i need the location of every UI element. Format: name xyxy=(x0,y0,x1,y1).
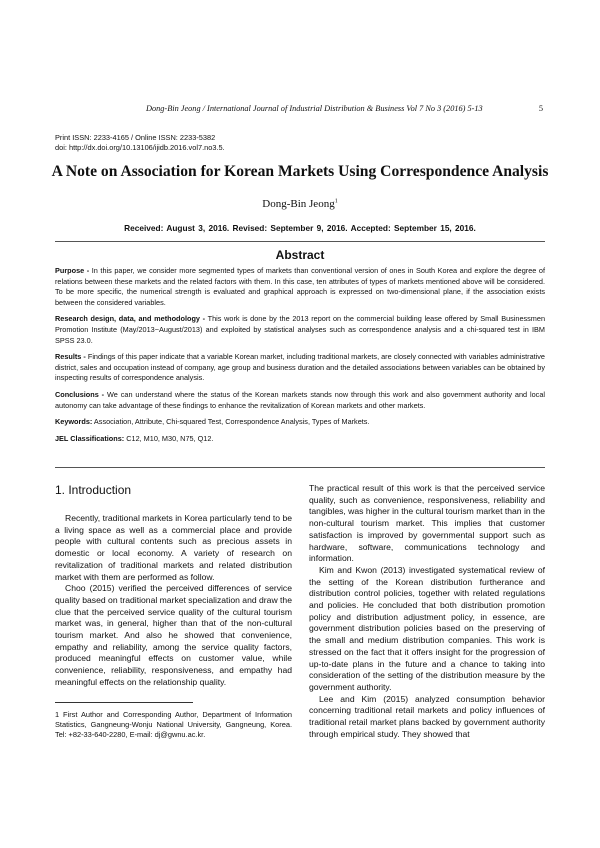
page-number: 5 xyxy=(538,104,543,113)
jel-text: C12, M10, M30, N75, Q12. xyxy=(124,433,214,443)
author-name: Dong-Bin Jeong xyxy=(262,198,335,210)
conclusions-label: Conclusions - xyxy=(55,389,105,399)
conclusions-text: We can understand where the status of the Korean markets stands now through this work and also government authority and local autonomy can take advantage of these findings to enhance the revitalization of Korean markets and other markets. xyxy=(55,389,545,410)
issn-block xyxy=(55,133,225,152)
author-line xyxy=(0,198,600,210)
abstract-body xyxy=(55,266,545,450)
keywords-line xyxy=(55,417,545,428)
intro-paragraph: Lee and Kim (2015) analyzed consumption behavior concerning traditional retail markets and policy influences of traditional retail market plans backed by government authority through empirical study. They showed that xyxy=(309,693,545,739)
paper-title: A Note on Association for Korean Markets Using Correspondence Analysis xyxy=(51,163,549,180)
abstract-top-rule xyxy=(55,241,545,242)
abstract-design xyxy=(55,314,545,346)
abstract-bottom-rule xyxy=(55,467,545,468)
author-footnote-mark: 1 xyxy=(334,198,338,205)
author-footnote: 1 First Author and Corresponding Author, Department of Information Statistics, Gangneung-Wonju National University, Gangneung, Korea. Tel: +82-33-640-2280, E-mail: dj@gwnu.ac.kr. xyxy=(55,710,292,739)
design-text: This work is done by the 2013 report on the commercial building lease offered by Small Businessmen Promotion Institute (May/2013~August/2013) and exploited by statistical analyses such as correspondence analysis and a chi-squared test in IBM SPSS 23.0. xyxy=(55,314,546,345)
intro-paragraph: Choo (2015) verified the perceived differences of service quality based on traditional market specialization and draw the clue that the perceived service quality of the cultural tourism market was, in general, higher than that of the non-cultural tourism market. And also he showed that convenience, empathy and reliability, among the service quality factors, produced meaningful effects on customer value, while convenience, reliability, responsiveness, and empathy had meaningful effects on the relationship quality. xyxy=(55,583,292,687)
section-heading-introduction: 1. Introduction xyxy=(55,483,132,497)
design-label: Research design, data, and methodology - xyxy=(55,314,206,324)
right-column-text xyxy=(309,483,545,740)
right-column xyxy=(309,483,545,740)
issn-line: Print ISSN: 2233-4165 / Online ISSN: 2233-5382 xyxy=(55,133,216,142)
keywords-label: Keywords: xyxy=(55,417,93,427)
jel-label: JEL Classifications: xyxy=(55,433,125,443)
keywords-text: Association, Attribute, Chi-squared Test, Correspondence Analysis, Types of Markets. xyxy=(92,417,370,427)
results-label: Results - xyxy=(55,352,86,362)
footnote-rule xyxy=(55,702,193,703)
abstract-purpose xyxy=(55,266,545,308)
abstract-heading: Abstract xyxy=(275,248,325,262)
doi-line: doi: http://dx.doi.org/10.13106/ijidb.2016.vol7.no3.5. xyxy=(55,142,225,152)
jel-line xyxy=(55,434,545,445)
left-column xyxy=(55,483,292,689)
intro-paragraph: The practical result of this work is that the perceived service quality, such as convenience, responsiveness, reliability and tangibles, was higher in the cultural tourism market than in the non-cultural tourism market. This implies that customer satisfaction is improved by governmental support such as hardware, software, communications technology and information. xyxy=(309,483,545,564)
left-column-text xyxy=(55,513,292,689)
intro-paragraph: Recently, traditional markets in Korea particularly tend to be a living space as well as a commercial place and provide people with cultural contents such as precious assets in domestic or local economy. A variety of research on revitalization of traditional markets and related distribution market with them are performed as follow. xyxy=(55,513,292,582)
received-dates: Received: August 3, 2016. Revised: September 9, 2016. Accepted: September 15, 2016. xyxy=(124,223,476,233)
purpose-text: In this paper, we consider more segmented types of markets than conventional version of ones in South Korea and explore the degree of relations between these markets and the related factors with them. In this case, ten attributes of types of markets mentioned above will be considered. To be more specific, the numerical strength is evaluated and graphical approach is expressed on two-dimensional plane, if the association exists between the considered variables. xyxy=(55,266,545,307)
results-text: Findings of this paper indicate that a variable Korean market, including traditional markets, are closely connected with variables administrative district, sales and occupation instead of company, age group and business duration and the detailed associations between variables can be obtained by inspecting results of correspondence analysis. xyxy=(55,352,545,383)
purpose-label: Purpose - xyxy=(55,266,90,275)
abstract-results xyxy=(55,352,545,384)
running-head: Dong-Bin Jeong / International Journal of Industrial Distribution & Business Vol 7 No 3 (2016) 5-13 xyxy=(146,104,483,113)
intro-paragraph: Kim and Kwon (2013) investigated systematical review of the setting of the Korean distribution furtherance and distribution control policies, together with related regulations and policies. He concluded that both distribution promotion policy and distribution adjustment policy, in essence, are government distribution policies based on the preserving of the small and medium distribution companies. This work is stressed on the fact that it offers insight for the progression of up-to-date plans in the future and a chance to taking into consideration of the setting of the distribution measure by the government authority. xyxy=(309,564,545,692)
abstract-conclusions xyxy=(55,390,545,411)
